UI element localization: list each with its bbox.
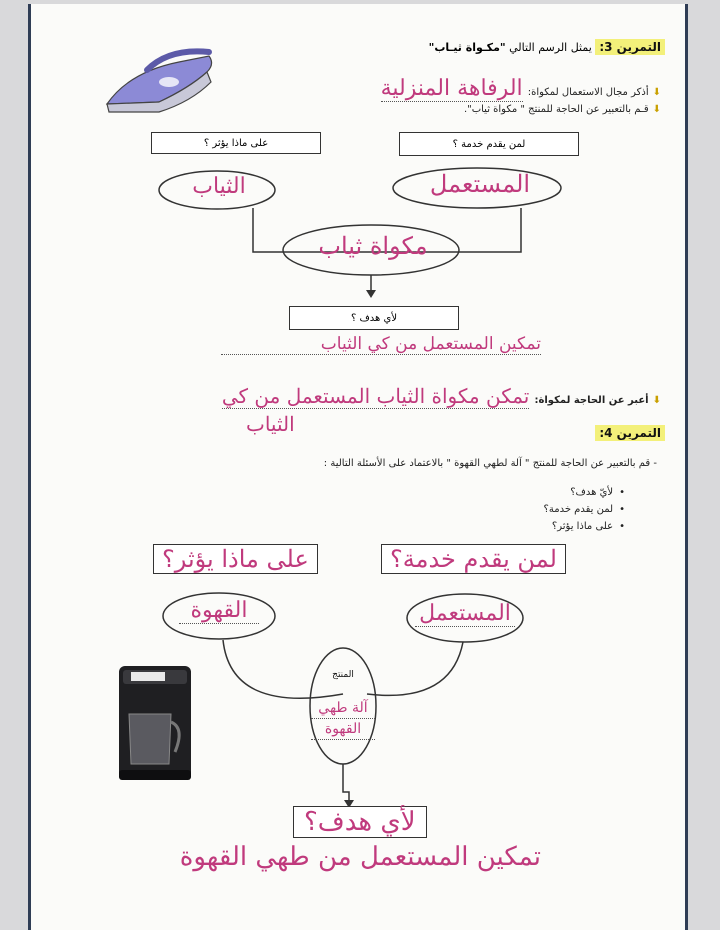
ex3-q3-answer-2: الثياب xyxy=(246,412,295,436)
ex4-center-line-1: آلة طهي xyxy=(311,698,375,719)
ex3-q1: ⬇ أذكر مجال الاستعمال لمكواة: xyxy=(528,87,661,98)
ex3-q1-answer: الرفاهة المنزلية xyxy=(380,76,523,101)
ex4-ellipse-coffee: القهوة xyxy=(179,598,259,624)
ex4-question: • على ماذا يؤثر؟ xyxy=(544,518,625,535)
coffee-machine-image xyxy=(113,662,197,784)
ex3-box-serves: لمن يقدم خدمة ؟ xyxy=(399,132,579,156)
ex3-q3-row xyxy=(101,384,661,408)
ex3-box-affects: على ماذا يؤثر ؟ xyxy=(151,132,321,154)
ex4-center-line-2: القهوة xyxy=(311,719,375,740)
ex3-goal-answer: تمكين المستعمل من كي الثياب xyxy=(221,334,541,355)
ex4-hw-affects: على ماذا يؤثر؟ xyxy=(153,544,318,574)
ex4-label: التمرين 4: xyxy=(595,425,665,441)
ex3-intro-bold: "مكـواة ثيـاب" xyxy=(428,41,506,54)
worksheet-page xyxy=(28,4,688,930)
ex3-ellipse-clothes: الثياب xyxy=(192,174,246,199)
ex4-ellipse-user: المستعمل xyxy=(415,601,515,627)
ex4-goal-answer: تمكين المستعمل من طهي القهوة xyxy=(179,842,541,872)
ex4-center-text xyxy=(311,698,375,740)
ex4-question: • لمن يقدم خدمة؟ xyxy=(544,501,625,518)
ex4-hw-serves: لمن يقدم خدمة؟ xyxy=(381,544,566,574)
ex4-header xyxy=(595,422,665,441)
ex3-ellipse-product: مكواة ثياب xyxy=(318,232,428,260)
ex3-q3: ⬇ أعبر عن الحاجة لمكواة: xyxy=(534,395,661,406)
ex3-box-goal: لأي هدف ؟ xyxy=(289,306,459,330)
ex4-question-list xyxy=(544,484,625,535)
ex4-question: • لأيّ هدف؟ xyxy=(544,484,625,501)
ex3-intro: يمثل الرسم التالي xyxy=(509,41,592,54)
ex3-q2: ⬇ قـم بالتعبير عن الحاجة للمنتج " مكواة ثياب". xyxy=(464,104,661,115)
ex3-ellipse-user: المستعمل xyxy=(429,170,531,198)
ex4-center-label: المنتج xyxy=(332,670,354,680)
ex4-instruction: - قم بالتعبير عن الحاجة للمنتج " آلة لطهي القهوة " بالاعتماد على الأسئلة التالية : xyxy=(323,458,657,469)
ex3-label: التمرين 3: xyxy=(595,39,665,55)
ex3-q3-answer-1: تمكن مكواة الثياب المستعمل من كي xyxy=(221,384,530,408)
ex4-hw-goal: لأي هدف؟ xyxy=(293,806,427,838)
